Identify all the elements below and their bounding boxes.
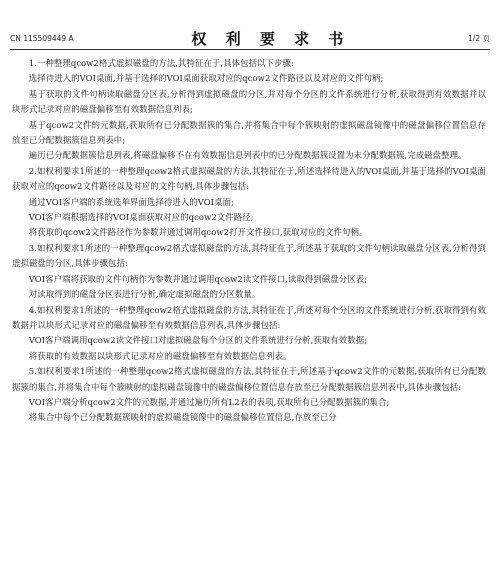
claim-paragraph: VOI客户端分析qcow2文件的元数据,并通过遍历所有L2表的表项,获取所有已分配数据簇的集合; [28,396,390,407]
claim-paragraph: 对读取得到的磁盘分区表进行分析,确定虚拟磁盘的分区数量。 [28,289,261,300]
claim-paragraph: 遍历已分配数据簇信息列表,将磁盘偏移不在有效数据信息列表中的已分配数据簇设置为未分配数据簇,完成磁盘整理。 [28,150,467,161]
claim-paragraph: 3.如权利要求1所述的一种整理qcow2格式虚拟磁盘的方法,其特征在于,所述基于获取的文件句柄读取磁盘分区表,分析得到虚拟磁盘的分区,具体步骤包括: [12,242,486,269]
claim-paragraph: 将集合中每个已分配数据簇映射的虚拟磁盘镜像中的磁盘偏移位置信息,存放至已分 [28,412,337,423]
claim-paragraph: 1.一种整理qcow2格式虚拟磁盘的方法,其特征在于,具体包括以下步骤: [28,58,294,68]
claim-paragraph: 选择待进入的VOI桌面,并基于选择的VOI桌面获取对应的qcow2文件路径以及对应的文件句柄; [28,73,384,84]
header-rule [10,49,490,50]
claim-paragraph: VOI客户端根据选择的VOI桌面获取对应的qcow2文件路径; [28,212,254,223]
claim-paragraph: 通过VOI客户端的系统选单界面选择待进入的VOI桌面; [28,196,234,207]
claim-paragraph: 将获取的有效数据以块形式记录对应的磁盘偏移至有效数据信息列表。 [28,350,292,361]
claim-paragraph: 基于获取的文件句柄读取磁盘分区表,分析得到虚拟磁盘的分区,并对每个分区的文件系统进行分析,获取得到有效数据并以块形式记录对应的磁盘偏移至有效数据信息列表; [12,88,486,115]
claim-paragraph: VOI客户端将获取的文件句柄作为参数并通过调用qcow2读文件接口,读取得到磁盘分区表; [28,273,368,284]
doc-number: CN 115509449 A [10,33,74,43]
claims-body [12,56,486,566]
claim-paragraph: 将获取的qcow2文件路径作为参数并通过调用qcow2打开文件接口,获取对应的文件句柄。 [28,227,368,238]
page-number: 1/2 页 [468,33,490,43]
claim-paragraph: 基于qcow2文件的元数据,获取所有已分配数据簇的集合,并将集合中每个簇映射的虚拟磁盘镜像中的磁盘偏移位置信息存放至已分配数据簇信息列表中; [12,119,486,146]
doc-title: 权 利 要 求 书 [191,29,351,48]
claim-paragraph: 2.如权利要求1所述的一种整理qcow2格式虚拟磁盘的方法,其特征在于,所述选择待进入的VOI桌面,并基于选择的VOI桌面获取对应的qcow2文件路径以及对应的文件句柄,具体步骤包括: [12,165,486,192]
page-header [10,28,490,48]
claim-paragraph: VOI客户端调用qcow2读文件接口对虚拟磁盘每个分区的文件系统进行分析,获取有效数据; [28,335,368,346]
claim-paragraph: 5.如权利要求1所述的一种整理qcow2格式虚拟磁盘的方法,其特征在于,所述基于qcow2文件的元数据,获取所有已分配数据簇的集合,并将集合中每个簇映射的虚拟磁盘镜像中的磁盘偏移位置信息存放至已分配数据簇信息列表中,具体步骤包括: [12,366,486,392]
claim-paragraph: 4.如权利要求1所述的一种整理qcow2格式虚拟磁盘的方法,其特征在于,所述对每个分区的文件系统进行分析,获取得到有效数据并以块形式记录对应的磁盘偏移至有效数据信息列表,具体步骤包括: [12,304,486,330]
